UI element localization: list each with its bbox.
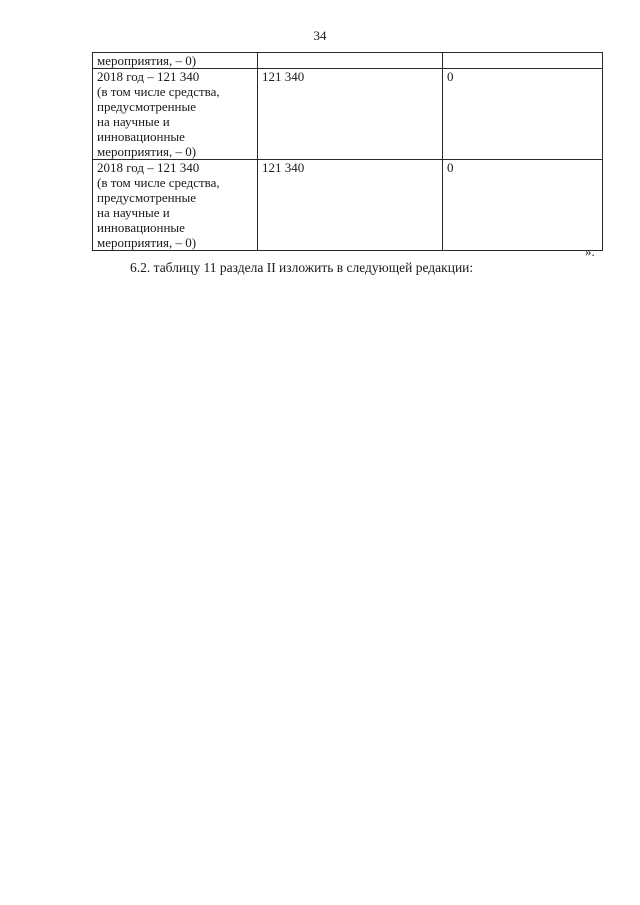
cell-line: на научные и [97, 205, 170, 220]
cell-line: предусмотренные [97, 99, 197, 114]
cell-line: 2018 год – 121 340 [97, 69, 200, 84]
table-cell-amount: 121 340 [258, 69, 443, 160]
table-row [93, 53, 603, 69]
table-cell-amount [258, 53, 443, 69]
table-cell-funding-description [93, 160, 258, 251]
table-cell-funding-description [93, 69, 258, 160]
cell-line: (в том числе средства, [97, 84, 220, 99]
cell-line: мероприятия, – 0) [97, 144, 197, 159]
table-cell-other: 0 [443, 69, 603, 160]
closing-quote: ». [585, 244, 595, 259]
page-number: 34 [313, 28, 327, 43]
table-cell-amount: 121 340 [258, 160, 443, 251]
cell-line: мероприятия, – 0) [97, 235, 197, 250]
cell-line: предусмотренные [97, 190, 197, 205]
table-cell-funding-description [93, 53, 258, 69]
cell-line: (в том числе средства, [97, 175, 220, 190]
table-cell-other: 0 [443, 160, 603, 251]
cell-line: 2018 год – 121 340 [97, 160, 200, 175]
cell-line: мероприятия, – 0) [97, 53, 197, 68]
cell-line: на научные и [97, 114, 170, 129]
budget-table [92, 52, 603, 251]
table-row [93, 69, 603, 160]
table-cell-other [443, 53, 603, 69]
cell-line: инновационные [97, 129, 185, 144]
cell-line: инновационные [97, 220, 185, 235]
instruction-paragraph: 6.2. таблицу 11 раздела II изложить в следующей редакции: [130, 260, 474, 275]
table-row [93, 160, 603, 251]
